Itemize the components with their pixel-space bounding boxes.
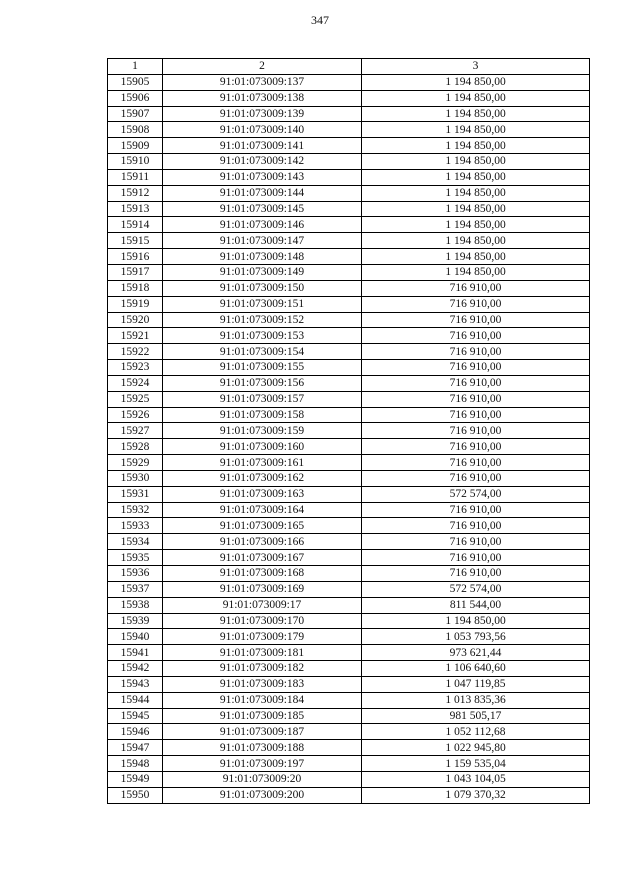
value-cell: 716 910,00 — [362, 375, 590, 391]
cadastral-number-cell: 91:01:073009:148 — [163, 249, 362, 265]
cadastral-number-cell: 91:01:073009:169 — [163, 581, 362, 597]
value-cell: 1 043 104,05 — [362, 771, 590, 787]
cadastral-number-cell: 91:01:073009:137 — [163, 74, 362, 90]
row-number-cell: 15927 — [108, 423, 163, 439]
table-row — [108, 138, 590, 154]
value-cell: 716 910,00 — [362, 518, 590, 534]
table-row — [108, 756, 590, 772]
table-row — [108, 502, 590, 518]
row-number-cell: 15937 — [108, 581, 163, 597]
page-number: 347 — [311, 13, 329, 27]
row-number-cell: 15912 — [108, 185, 163, 201]
table-row — [108, 771, 590, 787]
cadastral-number-cell: 91:01:073009:159 — [163, 423, 362, 439]
table-row — [108, 296, 590, 312]
row-number-cell: 15910 — [108, 154, 163, 170]
table-row — [108, 360, 590, 376]
row-number-cell: 15925 — [108, 391, 163, 407]
row-number-cell: 15950 — [108, 787, 163, 803]
table-row — [108, 518, 590, 534]
value-cell: 1 194 850,00 — [362, 249, 590, 265]
row-number-cell: 15934 — [108, 534, 163, 550]
cadastral-number-cell: 91:01:073009:17 — [163, 597, 362, 613]
value-cell: 716 910,00 — [362, 328, 590, 344]
cadastral-number-cell: 91:01:073009:143 — [163, 169, 362, 185]
row-number-cell: 15949 — [108, 771, 163, 787]
table-row — [108, 312, 590, 328]
table-row — [108, 597, 590, 613]
row-number-cell: 15931 — [108, 486, 163, 502]
cadastral-number-cell: 91:01:073009:153 — [163, 328, 362, 344]
value-cell: 811 544,00 — [362, 597, 590, 613]
table-row — [108, 423, 590, 439]
row-number-cell: 15924 — [108, 375, 163, 391]
row-number-cell: 15918 — [108, 280, 163, 296]
value-cell: 1 194 850,00 — [362, 201, 590, 217]
table-row — [108, 375, 590, 391]
value-cell: 716 910,00 — [362, 407, 590, 423]
value-cell: 1 194 850,00 — [362, 217, 590, 233]
cadastral-number-cell: 91:01:073009:157 — [163, 391, 362, 407]
table-row — [108, 328, 590, 344]
table-row — [108, 391, 590, 407]
value-cell: 716 910,00 — [362, 344, 590, 360]
cadastral-number-cell: 91:01:073009:144 — [163, 185, 362, 201]
value-cell: 1 159 535,04 — [362, 756, 590, 772]
table-row — [108, 185, 590, 201]
cadastral-number-cell: 91:01:073009:141 — [163, 138, 362, 154]
value-cell: 1 106 640,60 — [362, 661, 590, 677]
row-number-cell: 15926 — [108, 407, 163, 423]
value-cell: 1 194 850,00 — [362, 154, 590, 170]
table-row — [108, 407, 590, 423]
table-row — [108, 787, 590, 803]
value-cell: 1 047 119,85 — [362, 676, 590, 692]
value-cell: 572 574,00 — [362, 486, 590, 502]
value-cell: 716 910,00 — [362, 534, 590, 550]
value-cell: 716 910,00 — [362, 360, 590, 376]
value-cell: 716 910,00 — [362, 296, 590, 312]
table-row — [108, 692, 590, 708]
value-cell: 716 910,00 — [362, 280, 590, 296]
table-row — [108, 344, 590, 360]
row-number-cell: 15943 — [108, 676, 163, 692]
value-cell: 1 194 850,00 — [362, 90, 590, 106]
row-number-cell: 15922 — [108, 344, 163, 360]
row-number-cell: 15935 — [108, 550, 163, 566]
table-row — [108, 154, 590, 170]
cadastral-number-cell: 91:01:073009:163 — [163, 486, 362, 502]
table-row — [108, 613, 590, 629]
table-row — [108, 280, 590, 296]
value-cell: 716 910,00 — [362, 423, 590, 439]
row-number-cell: 15942 — [108, 661, 163, 677]
table-row — [108, 629, 590, 645]
cadastral-number-cell: 91:01:073009:138 — [163, 90, 362, 106]
value-cell: 1 022 945,80 — [362, 740, 590, 756]
cadastral-number-cell: 91:01:073009:184 — [163, 692, 362, 708]
table-row — [108, 217, 590, 233]
cadastral-number-cell: 91:01:073009:142 — [163, 154, 362, 170]
row-number-cell: 15928 — [108, 439, 163, 455]
cadastral-number-cell: 91:01:073009:151 — [163, 296, 362, 312]
value-cell: 1 194 850,00 — [362, 185, 590, 201]
value-cell: 1 194 850,00 — [362, 613, 590, 629]
column-header-3: 3 — [362, 59, 590, 75]
row-number-cell: 15945 — [108, 708, 163, 724]
row-number-cell: 15946 — [108, 724, 163, 740]
value-cell: 716 910,00 — [362, 502, 590, 518]
row-number-cell: 15916 — [108, 249, 163, 265]
cadastral-number-cell: 91:01:073009:158 — [163, 407, 362, 423]
cadastral-number-cell: 91:01:073009:179 — [163, 629, 362, 645]
row-number-cell: 15941 — [108, 645, 163, 661]
table-row — [108, 534, 590, 550]
row-number-cell: 15913 — [108, 201, 163, 217]
row-number-cell: 15917 — [108, 264, 163, 280]
value-cell: 572 574,00 — [362, 581, 590, 597]
row-number-cell: 15906 — [108, 90, 163, 106]
table-row — [108, 169, 590, 185]
value-cell: 716 910,00 — [362, 470, 590, 486]
row-number-cell: 15947 — [108, 740, 163, 756]
cadastral-number-cell: 91:01:073009:140 — [163, 122, 362, 138]
table-row — [108, 470, 590, 486]
row-number-cell: 15921 — [108, 328, 163, 344]
table-row — [108, 740, 590, 756]
table-row — [108, 708, 590, 724]
table-row — [108, 581, 590, 597]
cadastral-number-cell: 91:01:073009:200 — [163, 787, 362, 803]
table-row — [108, 249, 590, 265]
table-row — [108, 74, 590, 90]
row-number-cell: 15938 — [108, 597, 163, 613]
row-number-cell: 15929 — [108, 455, 163, 471]
value-cell: 1 194 850,00 — [362, 264, 590, 280]
cadastral-number-cell: 91:01:073009:181 — [163, 645, 362, 661]
column-header-1: 1 — [108, 59, 163, 75]
value-cell: 1 194 850,00 — [362, 122, 590, 138]
table-row — [108, 201, 590, 217]
row-number-cell: 15939 — [108, 613, 163, 629]
row-number-cell: 15940 — [108, 629, 163, 645]
value-cell: 1 052 112,68 — [362, 724, 590, 740]
table-row — [108, 724, 590, 740]
value-cell: 1 079 370,32 — [362, 787, 590, 803]
row-number-cell: 15911 — [108, 169, 163, 185]
cadastral-number-cell: 91:01:073009:166 — [163, 534, 362, 550]
value-cell: 716 910,00 — [362, 566, 590, 582]
cadastral-number-cell: 91:01:073009:164 — [163, 502, 362, 518]
row-number-cell: 15936 — [108, 566, 163, 582]
cadastral-number-cell: 91:01:073009:183 — [163, 676, 362, 692]
table-row — [108, 486, 590, 502]
table-row — [108, 550, 590, 566]
cadastral-number-cell: 91:01:073009:154 — [163, 344, 362, 360]
table-row — [108, 106, 590, 122]
value-cell: 716 910,00 — [362, 550, 590, 566]
row-number-cell: 15930 — [108, 470, 163, 486]
table-body — [108, 74, 590, 803]
value-cell: 1 194 850,00 — [362, 138, 590, 154]
cadastral-number-cell: 91:01:073009:139 — [163, 106, 362, 122]
row-number-cell: 15944 — [108, 692, 163, 708]
table-row — [108, 233, 590, 249]
row-number-cell: 15914 — [108, 217, 163, 233]
cadastral-number-cell: 91:01:073009:187 — [163, 724, 362, 740]
cadastral-number-cell: 91:01:073009:152 — [163, 312, 362, 328]
table-row — [108, 122, 590, 138]
table-row — [108, 645, 590, 661]
cadastral-number-cell: 91:01:073009:150 — [163, 280, 362, 296]
table-header-row — [108, 59, 590, 75]
row-number-cell: 15923 — [108, 360, 163, 376]
cadastral-number-cell: 91:01:073009:182 — [163, 661, 362, 677]
value-cell: 973 621,44 — [362, 645, 590, 661]
table-row — [108, 439, 590, 455]
row-number-cell: 15933 — [108, 518, 163, 534]
value-cell: 1 013 835,36 — [362, 692, 590, 708]
cadastral-number-cell: 91:01:073009:145 — [163, 201, 362, 217]
cadastral-number-cell: 91:01:073009:147 — [163, 233, 362, 249]
table-row — [108, 566, 590, 582]
cadastral-number-cell: 91:01:073009:168 — [163, 566, 362, 582]
table-row — [108, 676, 590, 692]
value-cell: 1 194 850,00 — [362, 106, 590, 122]
row-number-cell: 15915 — [108, 233, 163, 249]
registry-table — [107, 58, 590, 804]
cadastral-number-cell: 91:01:073009:170 — [163, 613, 362, 629]
value-cell: 716 910,00 — [362, 312, 590, 328]
value-cell: 981 505,17 — [362, 708, 590, 724]
cadastral-number-cell: 91:01:073009:167 — [163, 550, 362, 566]
value-cell: 1 194 850,00 — [362, 233, 590, 249]
cadastral-number-cell: 91:01:073009:165 — [163, 518, 362, 534]
value-cell: 1 194 850,00 — [362, 169, 590, 185]
cadastral-number-cell: 91:01:073009:197 — [163, 756, 362, 772]
cadastral-number-cell: 91:01:073009:156 — [163, 375, 362, 391]
value-cell: 1 194 850,00 — [362, 74, 590, 90]
cadastral-number-cell: 91:01:073009:185 — [163, 708, 362, 724]
value-cell: 716 910,00 — [362, 439, 590, 455]
table-row — [108, 661, 590, 677]
cadastral-number-cell: 91:01:073009:161 — [163, 455, 362, 471]
cadastral-number-cell: 91:01:073009:155 — [163, 360, 362, 376]
column-header-2: 2 — [163, 59, 362, 75]
cadastral-number-cell: 91:01:073009:160 — [163, 439, 362, 455]
cadastral-number-cell: 91:01:073009:149 — [163, 264, 362, 280]
row-number-cell: 15932 — [108, 502, 163, 518]
cadastral-number-cell: 91:01:073009:188 — [163, 740, 362, 756]
row-number-cell: 15909 — [108, 138, 163, 154]
value-cell: 716 910,00 — [362, 391, 590, 407]
row-number-cell: 15948 — [108, 756, 163, 772]
row-number-cell: 15908 — [108, 122, 163, 138]
row-number-cell: 15920 — [108, 312, 163, 328]
cadastral-number-cell: 91:01:073009:20 — [163, 771, 362, 787]
table-row — [108, 455, 590, 471]
table-row — [108, 90, 590, 106]
value-cell: 716 910,00 — [362, 455, 590, 471]
row-number-cell: 15919 — [108, 296, 163, 312]
cadastral-number-cell: 91:01:073009:162 — [163, 470, 362, 486]
row-number-cell: 15907 — [108, 106, 163, 122]
row-number-cell: 15905 — [108, 74, 163, 90]
table-row — [108, 264, 590, 280]
cadastral-number-cell: 91:01:073009:146 — [163, 217, 362, 233]
value-cell: 1 053 793,56 — [362, 629, 590, 645]
